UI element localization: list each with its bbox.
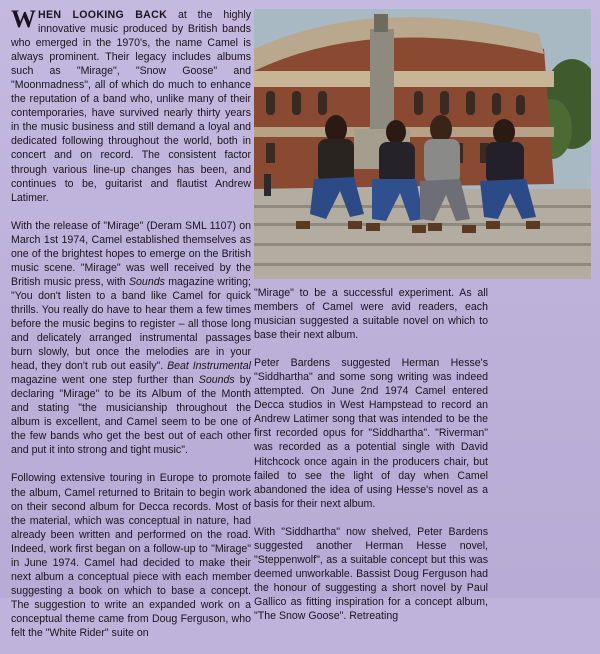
beat-instrumental-title: Beat Instrumental bbox=[167, 360, 251, 373]
paragraph-siddhartha: Peter Bardens suggested Herman Hesse's "Siddhartha" and some song writing was indeed attempted. On June 2nd 1974 Camel entered Decca studios in West Hampstead to record an Andrew Latimer song that was intended to be the first recorded opus for "Siddhartha". "Riverman" was recorded as a potential single with David Hitchcock once again in the producers chair, but failed to see the light of day when Camel abandoned the idea of using Hesse's novel as a basis for their next album. bbox=[254, 357, 488, 510]
paragraph-reading: "Mirage" to be a successful experiment. As all members of Camel were avid readers, each musician suggested a suitable novel on which to base their next album. bbox=[254, 287, 488, 342]
paragraph-snow-goose: With "Siddhartha" now shelved, Peter Bardens suggested another Herman Hesse novel, "Steppenwolf", as a suitable concept but this was deemed unworkable. Bassist Doug Ferguson had the honour of suggesting a short novel by Paul Gallico as fitting inspiration for a concept album, "The Snow Goose". Retreating bbox=[254, 525, 488, 622]
text-column-right bbox=[254, 286, 488, 637]
paragraph-touring: Following extensive touring in Europe to promote the album, Camel returned to Britain to begin work on their second album for Decca records. Most of the material, which was conceptual in nature, had already been written and performed on the road. Indeed, work first began on a follow-up to "Mirage" in June 1974. Camel had decided to make their next album a conceptual piece with each member suggesting a book on which to base a concept. The suggestion to write an expanded work on a conceptual theme came from Doug Ferguson, who felt the "White Rider" suite on bbox=[11, 472, 251, 639]
release-text-d: by declaring "Mirage" to be its Album of the Month and stating "the musicianship throughout the album is excellent, and Camel seem to be one of the few bands who get the best out of each other and put it into strong and tight music". bbox=[11, 374, 251, 457]
release-text-b: magazine writing; "You don't listen to a band like Camel for quick thrills. You really do have to hear them a few times before the music begins to register – all those long and delicately arranged instrumental passages burn slowly, but once the melodies are in your head, they don't rub out easily". bbox=[11, 275, 251, 373]
paragraph-mirage-release bbox=[11, 219, 251, 458]
sounds-magazine-title-2: Sounds bbox=[198, 374, 235, 387]
release-text-c: magazine went one step further than bbox=[11, 374, 199, 387]
paragraph-intro bbox=[11, 8, 251, 205]
intro-text: at the highly innovative music produced by British bands who emerged in the 1970's, the name Camel is always prominent. Their legacy includes albums such as "Mirage", "Snow Goose" and "Moonmadness", all of which do much to enhance the reputation of a band who, unlike many of their contemporaries, have survived nearly thirty years in the music business and still demand a loyal and dedicated following throughout the world, both in concert and on record. The consistent factor through various line-up changes has been, and continues to be, guitarist and flautist Andrew Latimer. bbox=[11, 9, 251, 204]
band-photo bbox=[254, 9, 591, 279]
release-text-a: With the release of "Mirage" (Deram SML 1107) on March 1st 1974, Camel established themselves as one of the brightest hopes to emerge on the British music scene. "Mirage" was well received by the British music press, with bbox=[11, 219, 251, 288]
drop-cap: W bbox=[11, 6, 36, 33]
text-column-left bbox=[11, 8, 251, 654]
lead-in: HEN LOOKING BACK bbox=[38, 9, 168, 21]
sounds-magazine-title: Sounds bbox=[128, 275, 165, 288]
